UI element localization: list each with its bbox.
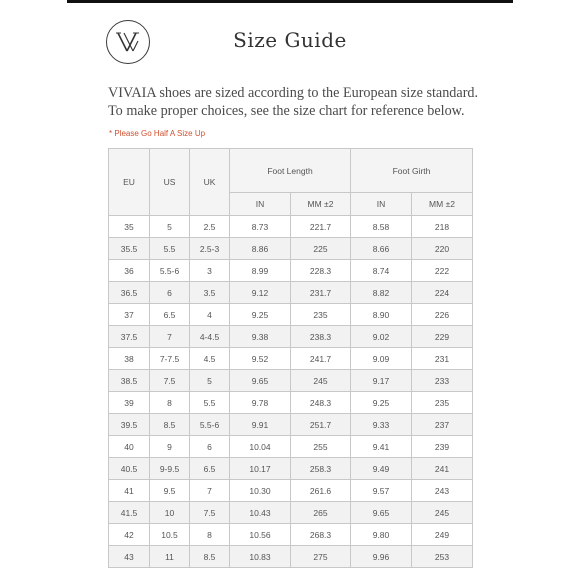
cell-length-mm: 275 (291, 546, 351, 568)
cell-length-in: 9.52 (230, 348, 291, 370)
cell-eu: 40.5 (109, 458, 150, 480)
cell-girth-mm: 237 (412, 414, 473, 436)
cell-length-in: 8.99 (230, 260, 291, 282)
cell-uk: 4-4.5 (190, 326, 230, 348)
cell-girth-in: 9.41 (351, 436, 412, 458)
cell-us: 9-9.5 (150, 458, 190, 480)
intro-text (108, 84, 508, 120)
header-girth-mm: MM ±2 (412, 193, 473, 216)
cell-length-in: 9.65 (230, 370, 291, 392)
intro-line-1: VIVAIA shoes are sized according to the European size standard. (108, 85, 479, 101)
cell-length-in: 10.04 (230, 436, 291, 458)
cell-length-mm: 261.6 (291, 480, 351, 502)
table-row (109, 282, 473, 304)
cell-eu: 41.5 (109, 502, 150, 524)
cell-girth-in: 9.33 (351, 414, 412, 436)
cell-eu: 36 (109, 260, 150, 282)
cell-girth-mm: 245 (412, 502, 473, 524)
cell-length-in: 10.30 (230, 480, 291, 502)
header-length-mm: MM ±2 (291, 193, 351, 216)
cell-length-mm: 251.7 (291, 414, 351, 436)
table-row (109, 458, 473, 480)
cell-us: 11 (150, 546, 190, 568)
cell-girth-in: 9.96 (351, 546, 412, 568)
header-foot-girth: Foot Girth (351, 149, 473, 193)
cell-us: 9.5 (150, 480, 190, 502)
cell-length-in: 9.12 (230, 282, 291, 304)
cell-us: 5 (150, 216, 190, 238)
cell-girth-in: 9.49 (351, 458, 412, 480)
cell-us: 7.5 (150, 370, 190, 392)
cell-eu: 38 (109, 348, 150, 370)
cell-girth-mm: 231 (412, 348, 473, 370)
cell-eu: 40 (109, 436, 150, 458)
cell-girth-in: 9.65 (351, 502, 412, 524)
size-chart-table (108, 148, 473, 568)
cell-girth-mm: 220 (412, 238, 473, 260)
cell-length-mm: 265 (291, 502, 351, 524)
header-eu: EU (109, 149, 150, 216)
cell-uk: 6.5 (190, 458, 230, 480)
table-body (109, 216, 473, 568)
cell-eu: 43 (109, 546, 150, 568)
cell-girth-mm: 222 (412, 260, 473, 282)
cell-length-mm: 268.3 (291, 524, 351, 546)
cell-girth-in: 8.74 (351, 260, 412, 282)
cell-us: 10.5 (150, 524, 190, 546)
cell-eu: 36.5 (109, 282, 150, 304)
cell-girth-in: 9.57 (351, 480, 412, 502)
cell-girth-in: 8.58 (351, 216, 412, 238)
cell-us: 10 (150, 502, 190, 524)
cell-girth-in: 8.82 (351, 282, 412, 304)
cell-us: 7 (150, 326, 190, 348)
cell-length-in: 9.38 (230, 326, 291, 348)
cell-uk: 5.5 (190, 392, 230, 414)
cell-length-mm: 245 (291, 370, 351, 392)
cell-girth-in: 8.90 (351, 304, 412, 326)
cell-length-in: 9.78 (230, 392, 291, 414)
cell-us: 5.5-6 (150, 260, 190, 282)
vivaia-monogram-icon (107, 21, 148, 62)
cell-uk: 7.5 (190, 502, 230, 524)
cell-us: 9 (150, 436, 190, 458)
table-row (109, 348, 473, 370)
cell-length-in: 9.25 (230, 304, 291, 326)
table-row (109, 238, 473, 260)
cell-us: 6 (150, 282, 190, 304)
cell-girth-in: 9.17 (351, 370, 412, 392)
table-row (109, 436, 473, 458)
cell-length-mm: 235 (291, 304, 351, 326)
page-title: Size Guide (233, 28, 347, 52)
cell-eu: 37 (109, 304, 150, 326)
cell-eu: 39 (109, 392, 150, 414)
cell-length-mm: 238.3 (291, 326, 351, 348)
cell-length-in: 10.43 (230, 502, 291, 524)
cell-uk: 3.5 (190, 282, 230, 304)
cell-length-mm: 241.7 (291, 348, 351, 370)
cell-uk: 5.5-6 (190, 414, 230, 436)
table-row (109, 414, 473, 436)
table-row (109, 304, 473, 326)
cell-us: 8.5 (150, 414, 190, 436)
cell-eu: 35 (109, 216, 150, 238)
cell-uk: 8 (190, 524, 230, 546)
cell-length-in: 8.73 (230, 216, 291, 238)
cell-us: 7-7.5 (150, 348, 190, 370)
intro-line-2: To make proper choices, see the size chart for reference below. (108, 103, 465, 119)
top-divider-bar (67, 0, 513, 3)
cell-uk: 2.5 (190, 216, 230, 238)
cell-us: 6.5 (150, 304, 190, 326)
cell-length-in: 9.91 (230, 414, 291, 436)
cell-uk: 2.5-3 (190, 238, 230, 260)
vivaia-logo-icon (106, 20, 150, 64)
cell-girth-mm: 249 (412, 524, 473, 546)
header-us: US (150, 149, 190, 216)
cell-eu: 42 (109, 524, 150, 546)
cell-length-mm: 255 (291, 436, 351, 458)
cell-girth-in: 8.66 (351, 238, 412, 260)
header-girth-in: IN (351, 193, 412, 216)
cell-girth-mm: 229 (412, 326, 473, 348)
cell-uk: 7 (190, 480, 230, 502)
cell-length-mm: 231.7 (291, 282, 351, 304)
cell-girth-mm: 226 (412, 304, 473, 326)
cell-girth-in: 9.25 (351, 392, 412, 414)
cell-girth-mm: 235 (412, 392, 473, 414)
cell-girth-mm: 253 (412, 546, 473, 568)
cell-eu: 38.5 (109, 370, 150, 392)
cell-eu: 41 (109, 480, 150, 502)
cell-length-mm: 221.7 (291, 216, 351, 238)
cell-uk: 8.5 (190, 546, 230, 568)
cell-girth-mm: 224 (412, 282, 473, 304)
cell-eu: 37.5 (109, 326, 150, 348)
cell-uk: 3 (190, 260, 230, 282)
table-row (109, 370, 473, 392)
header-length-in: IN (230, 193, 291, 216)
cell-uk: 5 (190, 370, 230, 392)
table-row (109, 216, 473, 238)
cell-length-mm: 228.3 (291, 260, 351, 282)
cell-length-mm: 248.3 (291, 392, 351, 414)
cell-girth-mm: 233 (412, 370, 473, 392)
cell-girth-mm: 239 (412, 436, 473, 458)
cell-girth-in: 9.02 (351, 326, 412, 348)
cell-girth-mm: 243 (412, 480, 473, 502)
header-uk: UK (190, 149, 230, 216)
table-row (109, 392, 473, 414)
size-up-note: * Please Go Half A Size Up (109, 129, 206, 138)
cell-uk: 6 (190, 436, 230, 458)
table-row (109, 524, 473, 546)
cell-length-in: 8.86 (230, 238, 291, 260)
table-row (109, 502, 473, 524)
cell-eu: 39.5 (109, 414, 150, 436)
cell-girth-mm: 218 (412, 216, 473, 238)
cell-eu: 35.5 (109, 238, 150, 260)
cell-uk: 4 (190, 304, 230, 326)
header-foot-length: Foot Length (230, 149, 351, 193)
cell-us: 5.5 (150, 238, 190, 260)
table-row (109, 326, 473, 348)
cell-girth-in: 9.09 (351, 348, 412, 370)
cell-length-in: 10.83 (230, 546, 291, 568)
cell-length-in: 10.56 (230, 524, 291, 546)
cell-length-mm: 225 (291, 238, 351, 260)
cell-girth-mm: 241 (412, 458, 473, 480)
table-header-row (109, 149, 473, 193)
cell-uk: 4.5 (190, 348, 230, 370)
cell-girth-in: 9.80 (351, 524, 412, 546)
cell-us: 8 (150, 392, 190, 414)
table-row (109, 480, 473, 502)
cell-length-mm: 258.3 (291, 458, 351, 480)
table-row (109, 546, 473, 568)
table-row (109, 260, 473, 282)
cell-length-in: 10.17 (230, 458, 291, 480)
